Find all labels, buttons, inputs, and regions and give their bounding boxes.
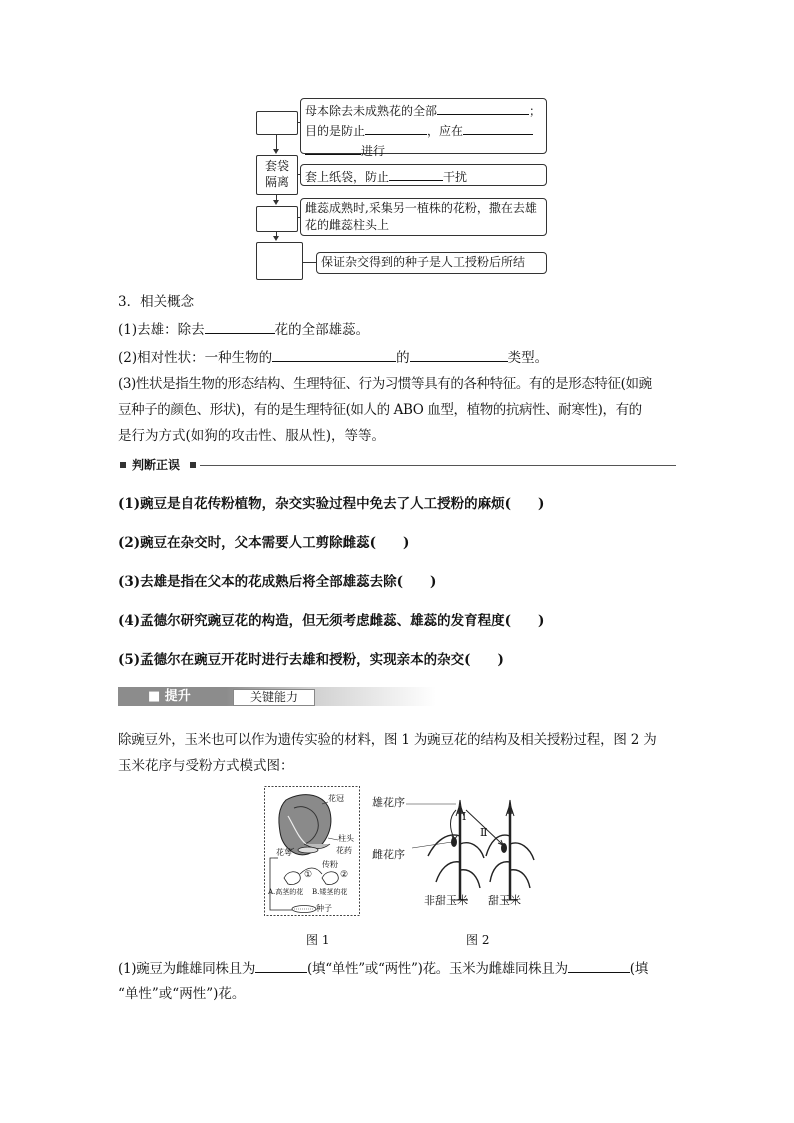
flow-step3-blank-box[interactable] — [256, 206, 298, 232]
fig2-label-non-sweet-corn: 非甜玉米 — [424, 894, 468, 907]
flow-step4-blank-box[interactable] — [256, 242, 303, 280]
answer-blank[interactable] — [272, 347, 396, 362]
fig1-label-anther: 花药 — [336, 846, 352, 855]
fig1-label-step1: ① — [304, 870, 313, 880]
figure-1-pea-flower — [264, 786, 360, 916]
flow-arrow-icon — [273, 200, 279, 205]
answer-blank[interactable] — [365, 120, 427, 135]
banner-tag: 关键能力 — [233, 689, 315, 706]
concept-item-3-line1: (3)性状是指生物的形态结构、生理特征、行为习惯等具有的各种特征。有的是形态特征(如豌 — [118, 376, 652, 392]
answer-blank[interactable] — [255, 958, 307, 973]
flow-box1-text: ，应在 — [427, 124, 464, 138]
flow-box1-text: 母本除去未成熟花的全部 — [305, 104, 438, 118]
flow-box-rebag — [316, 252, 547, 274]
flow-step2-label-2: 隔离 — [264, 175, 289, 189]
question-1-line2: “单性”或“两性”)花。 — [118, 986, 246, 1002]
fig1-label-pollination: 传粉 — [322, 860, 338, 869]
flow-arrow-icon — [273, 149, 279, 154]
answer-blank[interactable] — [305, 140, 361, 155]
flow-box-emasculation — [300, 98, 547, 158]
concept-text: (2)相对性状：一种生物的 — [118, 350, 273, 366]
fig2-label-II: Ⅱ — [480, 826, 488, 839]
concept-text: 类型。 — [507, 350, 549, 366]
section-heading-concepts: 3．相关概念 — [118, 294, 195, 310]
flow-step2-box — [256, 155, 298, 195]
concept-item-2 — [118, 347, 548, 368]
judge-item: (2)豌豆在杂交时，父本需要人工剪除雌蕊( ) — [118, 535, 410, 551]
flow-box-bagging — [300, 164, 547, 186]
answer-blank[interactable] — [463, 120, 533, 135]
flow-connector — [276, 134, 277, 150]
judge-heading-rule — [200, 465, 676, 466]
concept-item-1 — [118, 319, 369, 340]
intro-line1: 除豌豆外，玉米也可以作为遗传实验的材料，图 1 为豌豆花的结构及相关授粉过程，图 2 为 — [118, 732, 657, 748]
fig2-label-male-inflorescence: 雄花序 — [372, 796, 405, 809]
fig1-label-step2: ② — [340, 870, 349, 880]
question-text: (填“单性”或“两性”)花。玉米为雌雄同株且为 — [307, 961, 568, 977]
judge-item: (1)豌豆是自花传粉植物，杂交实验过程中免去了人工授粉的麻烦( ) — [118, 496, 545, 512]
judge-heading: 判断正误 — [132, 458, 181, 472]
square-bullet-icon — [120, 462, 126, 468]
flow-box3-line2: 花的雌蕊柱头上 — [305, 218, 390, 232]
flow-box4-text: 保证杂交得到的种子是人工授粉后所结 — [321, 255, 526, 269]
fig2-label-sweet-corn: 甜玉米 — [488, 894, 521, 907]
answer-blank[interactable] — [389, 166, 443, 181]
answer-blank[interactable] — [205, 319, 275, 334]
figure-2-corn — [372, 796, 552, 914]
flow-box-pollination — [300, 198, 547, 236]
fig1-label-tall-flower: A.高茎的花 — [268, 888, 304, 896]
flow-box2-text: 套上纸袋，防止 — [305, 170, 390, 184]
fig1-label-stigma: 柱头 — [338, 834, 354, 843]
answer-blank[interactable] — [437, 100, 529, 115]
flow-arrow-icon — [273, 236, 279, 241]
fig1-label-seed: 种子 — [316, 904, 332, 913]
concept-text: 花的全部雄蕊。 — [274, 322, 370, 338]
flow-connector — [302, 262, 316, 263]
concept-item-3-line3: 是行为方式(如狗的攻击性、服从性)，等等。 — [118, 428, 386, 444]
answer-blank[interactable] — [568, 958, 630, 973]
fig1-label-sepal: 花萼 — [276, 848, 292, 857]
flow-box3-line1: 雌蕊成熟时,采集另一植株的花粉，撒在去雄 — [305, 201, 537, 215]
fig2-label-female-inflorescence: 雌花序 — [372, 848, 405, 861]
question-text: (1)豌豆为雌雄同株且为 — [118, 961, 256, 977]
flow-box1-text-end: ； — [529, 104, 542, 118]
concept-text: (1)去雄：除去 — [118, 322, 205, 338]
judge-item: (4)孟德尔研究豌豆花的构造，但无须考虑雌蕊、雄蕊的发育程度( ) — [118, 613, 545, 629]
judge-item: (5)孟德尔在豌豆开花时进行去雄和授粉，实现亲本的杂交( ) — [118, 652, 504, 668]
concept-item-3-line2: 豆种子的颜色、形状)，有的是生理特征(如人的 ABO 血型，植物的抗病性、耐寒性)，有的 — [118, 402, 642, 418]
section-banner — [118, 687, 436, 706]
figure-1-caption: 图 1 — [306, 933, 330, 947]
flow-box1-text: 目的是防止 — [305, 124, 366, 138]
fig2-label-I: Ⅰ — [462, 810, 467, 823]
fig1-label-corolla: 花冠 — [328, 794, 344, 803]
banner-title: ■ 提升 — [148, 689, 191, 704]
flow-step2-label-1: 套袋 — [264, 159, 289, 173]
judge-heading-row — [118, 457, 676, 473]
question-text: (填 — [629, 961, 648, 977]
flow-box1-text: 进行 — [361, 144, 386, 158]
flow-step1-blank-box[interactable] — [256, 111, 298, 135]
figure-2-caption: 图 2 — [466, 933, 490, 947]
answer-blank[interactable] — [410, 347, 508, 362]
fig1-label-short-flower: B.矮茎的花 — [312, 888, 348, 896]
judge-item: (3)去雄是指在父本的花成熟后将全部雄蕊去除( ) — [118, 574, 437, 590]
concept-text: 的 — [396, 350, 410, 366]
flow-box2-text-end: 干扰 — [443, 170, 468, 184]
intro-line2: 玉米花序与受粉方式模式图： — [118, 758, 294, 774]
question-1-line1 — [118, 958, 648, 979]
square-bullet-icon — [190, 462, 196, 468]
